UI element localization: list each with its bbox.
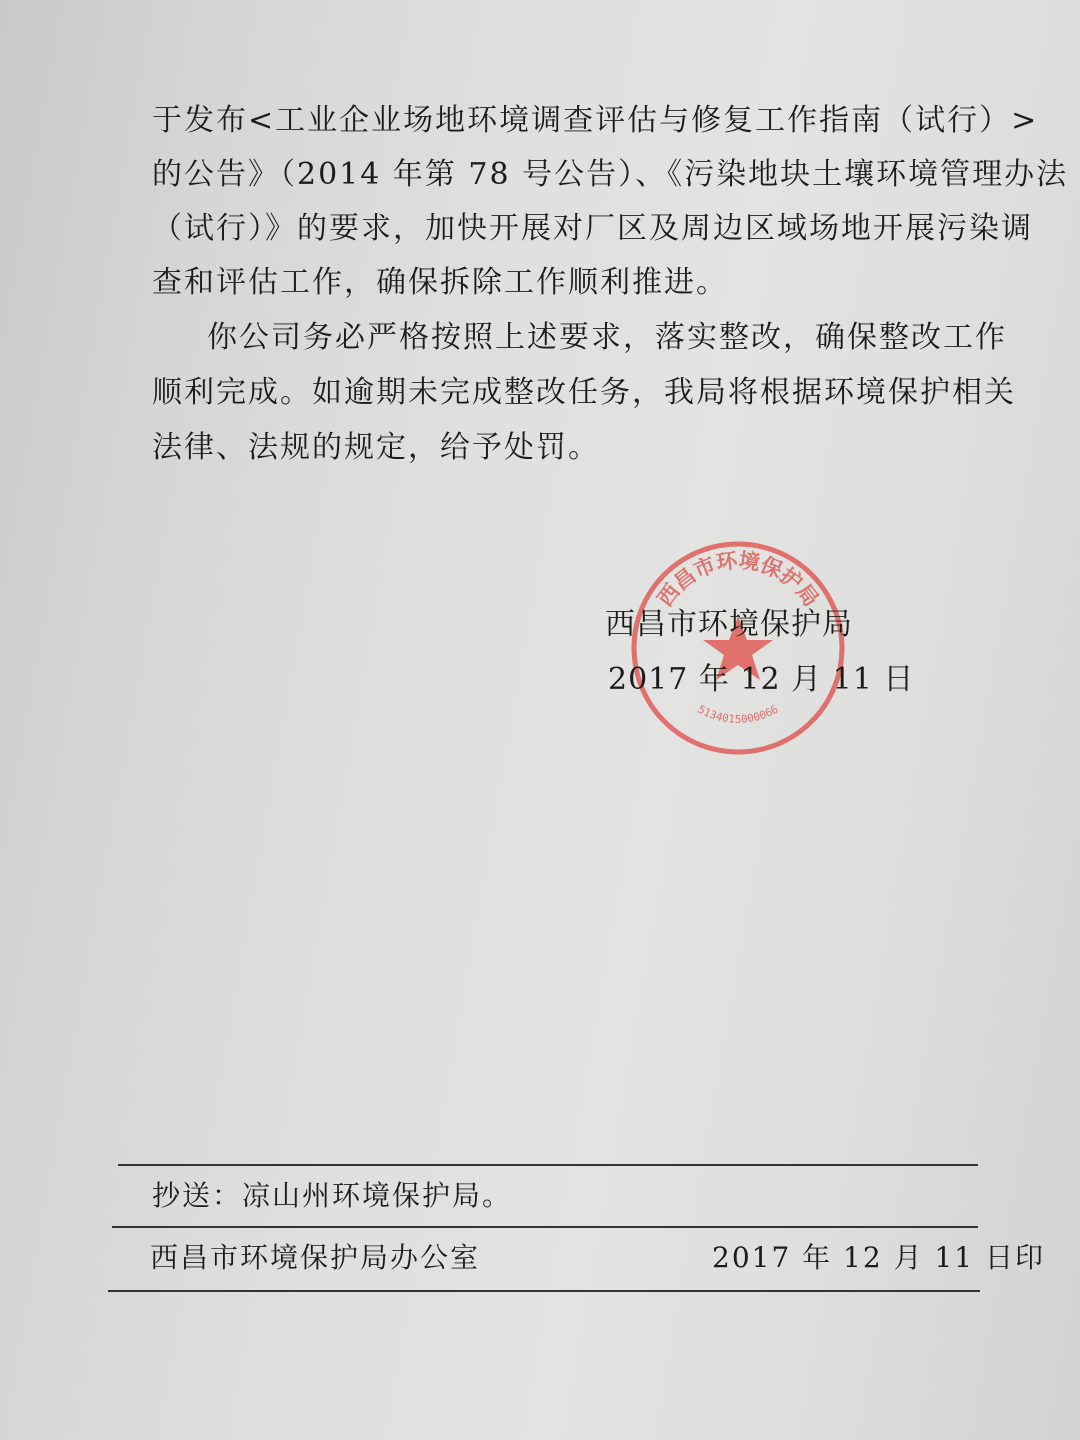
signature-date: 2017 年 12 月 11 日 — [608, 662, 915, 697]
paragraph-line: （试行）》的要求，加快开展对厂区及周边区域场地开展污染调 — [152, 211, 1033, 246]
official-seal — [628, 538, 848, 758]
paragraph-line: 于发布<工业企业场地环境调查评估与修复工作指南（试行）> — [152, 103, 1039, 138]
paragraph-line: 顺利完成。如逾期未完成整改任务，我局将根据环境保护相关 — [152, 375, 1016, 410]
signature-organization: 西昌市环境保护局 — [605, 607, 853, 642]
seal-text: 西昌市环境保护局 — [652, 548, 824, 611]
issuer-office: 西昌市环境保护局办公室 — [150, 1241, 481, 1274]
svg-text:西昌市环境保护局 — [653, 548, 823, 611]
cc-line: 抄送：凉山州环境保护局。 — [152, 1179, 513, 1212]
print-date: 2017 年 12 月 11 日印 — [712, 1241, 1046, 1274]
footer-bottom-rule — [108, 1290, 980, 1292]
svg-text:5134015000066 — [696, 703, 781, 726]
paragraph-line: 你公司务必严格按照上述要求，落实整改，确保整改工作 — [207, 320, 1007, 355]
footer-top-rule — [118, 1164, 978, 1166]
footer-middle-rule — [112, 1226, 978, 1228]
paragraph-line: 法律、法规的规定，给予处罚。 — [152, 430, 600, 465]
seal-code: 5134015000066 — [695, 702, 781, 726]
paragraph-line: 的公告》（2014 年第 78 号公告）、《污染地块土壤环境管理办法 — [152, 157, 1069, 192]
paragraph-line: 查和评估工作，确保拆除工作顺利推进。 — [152, 265, 728, 300]
